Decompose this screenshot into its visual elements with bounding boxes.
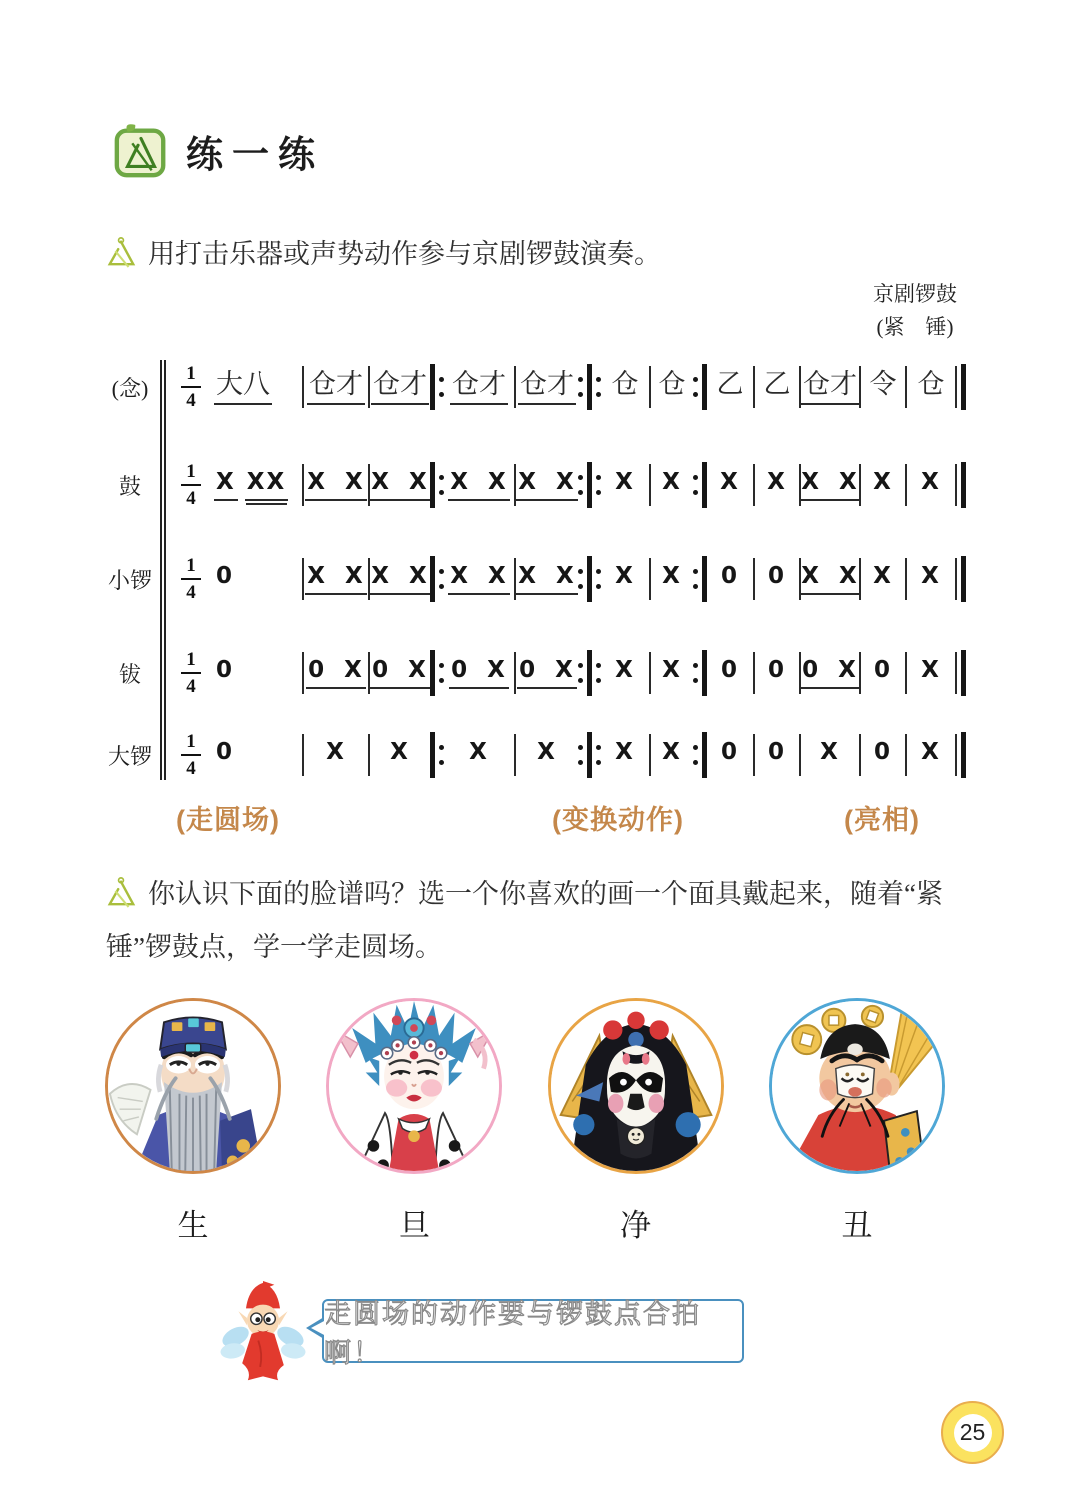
- note-group: X: [615, 739, 635, 766]
- repeat-dots: [578, 475, 583, 495]
- measure: [707, 369, 753, 405]
- note-group: 0 X: [449, 657, 509, 688]
- note-group: X: [662, 739, 682, 766]
- repeat-dots: [693, 475, 698, 495]
- measure: [755, 657, 799, 688]
- score-row-3: [100, 644, 1060, 702]
- note-group: X: [615, 469, 635, 496]
- repeat-dots: [693, 745, 698, 765]
- mask-label-jing: 净: [620, 1208, 652, 1243]
- barline-endbegin: [578, 650, 601, 696]
- note-group: 仓才: [450, 369, 508, 405]
- barline-endbegin: [578, 364, 601, 410]
- measure: [861, 657, 905, 688]
- repeat-dots: [578, 745, 583, 765]
- note-group: 令: [869, 368, 897, 399]
- measure: [516, 369, 578, 405]
- barline-endbegin: [578, 462, 601, 508]
- note-group: X: [615, 563, 635, 590]
- note-group: 0: [767, 739, 786, 766]
- sheng-mask-illustration: [108, 1001, 278, 1171]
- time-signature: $\frac{1}{4}$: [172, 364, 210, 410]
- gong-drum-score: [100, 358, 1060, 858]
- measure: [601, 563, 649, 594]
- note-group: X X: [305, 563, 366, 594]
- note-group: 仓才: [518, 369, 576, 405]
- note-group: X: [469, 739, 489, 766]
- instrument-label: 小锣: [107, 567, 152, 593]
- dan-portrait: [326, 998, 502, 1174]
- note-group: 0: [720, 739, 739, 766]
- measure: [801, 739, 859, 770]
- measure: [755, 563, 799, 594]
- barline-final: [955, 732, 966, 778]
- mask-label-dan: 旦: [398, 1208, 430, 1243]
- face-mask-gallery: [102, 998, 948, 1245]
- note-group: 0: [720, 563, 739, 590]
- note-group: 0: [216, 563, 235, 590]
- score-rows: [100, 358, 1060, 784]
- measure: [370, 369, 430, 405]
- measure: [210, 563, 302, 594]
- time-signature: $\frac{1}{4}$: [172, 732, 210, 778]
- measure: [801, 469, 859, 500]
- measure: [601, 469, 649, 500]
- instruction-1-text: 用打击乐器或声势动作参与京剧锣鼓演奏。: [148, 239, 661, 269]
- note-group: X: [390, 739, 410, 766]
- score-row-4: [100, 726, 1060, 784]
- instruction-2-text: 你认识下面的脸谱吗？选一个你喜欢的画一个面具戴起来，随着“紧锤”锣鼓点，学一学走圆场。: [106, 879, 943, 962]
- instruction-1: [106, 228, 986, 281]
- measure: [444, 469, 514, 500]
- mask-sheng: [102, 998, 284, 1245]
- barline-begin: [430, 650, 444, 696]
- measure: [210, 469, 302, 500]
- dan-mask-illustration: [329, 1001, 499, 1171]
- measure: [907, 739, 955, 770]
- triangle-instrument-icon: [112, 122, 170, 180]
- measure: [210, 369, 302, 405]
- mask-dan: [323, 998, 505, 1245]
- note-group: 0 X: [306, 657, 366, 688]
- measure: [651, 369, 693, 405]
- barline-final: [955, 650, 966, 696]
- note-group: 0: [767, 657, 786, 684]
- note-group: 仓: [611, 368, 639, 399]
- system-barline: [160, 360, 166, 780]
- measure: [304, 469, 368, 500]
- measure: [651, 657, 693, 688]
- measure: [516, 469, 578, 500]
- note-group: 仓才: [371, 369, 429, 405]
- measure: [801, 369, 859, 405]
- measure: [755, 469, 799, 500]
- instruction-2: [106, 868, 998, 973]
- measure: [707, 657, 753, 688]
- instrument-label: 钹: [118, 661, 141, 687]
- score-title: 京剧锣鼓: [873, 282, 957, 306]
- barline-final: [955, 556, 966, 602]
- note-group: 0: [720, 657, 739, 684]
- measure: [516, 563, 578, 594]
- measure: [801, 657, 859, 688]
- note-group: X: [214, 469, 238, 500]
- time-signature: $\frac{1}{4}$: [172, 556, 210, 602]
- note-group: X X: [799, 563, 860, 594]
- note-group: 0 X: [800, 657, 860, 688]
- mask-label-chou: 丑: [841, 1208, 873, 1243]
- repeat-dots: [693, 377, 698, 397]
- barline-end: [693, 650, 707, 696]
- note-group: X: [921, 563, 941, 590]
- note-group: X X: [516, 563, 577, 594]
- note-group: 仓: [917, 368, 945, 399]
- measure: [907, 469, 955, 500]
- measure: [304, 739, 368, 770]
- mask-chou: [766, 998, 948, 1245]
- measure: [651, 469, 693, 500]
- measure: [444, 369, 514, 405]
- note-group: X X: [799, 469, 860, 500]
- speech-bubble: [322, 1299, 744, 1368]
- note-group: X: [767, 469, 787, 496]
- measure: [861, 563, 905, 594]
- measure: [601, 369, 649, 405]
- note-group: 乙: [716, 368, 744, 399]
- measure: [601, 657, 649, 688]
- note-group: X: [662, 563, 682, 590]
- fairy-mascot-icon: [220, 1280, 306, 1384]
- measure: [516, 657, 578, 688]
- repeat-dots: [693, 569, 698, 589]
- barline-end: [693, 732, 707, 778]
- sheng-portrait: [105, 998, 281, 1174]
- measure: [707, 563, 753, 594]
- measure: [444, 657, 514, 688]
- chou-portrait: [769, 998, 945, 1174]
- note-group: X: [537, 739, 557, 766]
- measure: [861, 469, 905, 500]
- note-group: X: [820, 739, 840, 766]
- measure: [861, 369, 905, 405]
- measure: [370, 469, 430, 500]
- score-row-1: [100, 456, 1060, 514]
- note-group: X: [662, 469, 682, 496]
- measure: [707, 739, 753, 770]
- score-row-0: [100, 358, 1060, 416]
- measure: [210, 657, 302, 688]
- repeat-dots: [578, 569, 583, 589]
- section-label-change-moves: (变换动作): [552, 805, 684, 835]
- note-group: X X: [369, 563, 430, 594]
- speech-text: 走圆场的动作要与锣鼓点合拍啊！: [324, 1299, 701, 1368]
- barline-end: [693, 556, 707, 602]
- jing-mask-illustration: [551, 1001, 721, 1171]
- note-group: XX: [245, 469, 288, 500]
- measure: [444, 563, 514, 594]
- note-group: 0: [767, 563, 786, 590]
- instrument-label: (念): [111, 375, 149, 401]
- score-subtitle: (紧 锤): [876, 314, 954, 339]
- score-row-2: [100, 550, 1060, 608]
- note-group: 仓: [658, 368, 686, 399]
- measure: [601, 739, 649, 770]
- note-group: X X: [448, 563, 509, 594]
- triangle-bullet-icon: [106, 876, 136, 908]
- page-title: 练一练: [186, 134, 324, 175]
- note-group: X: [326, 739, 346, 766]
- note-group: 仓才: [801, 369, 859, 405]
- measure: [707, 469, 753, 500]
- barline-final: [955, 364, 966, 410]
- measure: [304, 657, 368, 688]
- note-group: X X: [448, 469, 509, 500]
- measure: [907, 369, 955, 405]
- measure: [907, 657, 955, 688]
- measure: [370, 657, 430, 688]
- barline-end: [693, 364, 707, 410]
- barline-begin: [430, 732, 444, 778]
- measure: [304, 369, 368, 405]
- time-signature: $\frac{1}{4}$: [172, 650, 210, 696]
- measure: [861, 739, 905, 770]
- measure: [370, 739, 430, 770]
- note-group: X: [615, 657, 635, 684]
- repeat-dots: [578, 377, 583, 397]
- measure: [516, 739, 578, 770]
- measure: [755, 369, 799, 405]
- triangle-bullet-icon: [106, 236, 136, 268]
- time-signature: $\frac{1}{4}$: [172, 462, 210, 508]
- note-group: X X: [516, 469, 577, 500]
- note-group: X X: [369, 469, 430, 500]
- barline-endbegin: [578, 732, 601, 778]
- note-group: 0 X: [517, 657, 577, 688]
- instrument-label: 大锣: [107, 743, 152, 769]
- measure: [210, 739, 302, 770]
- note-group: X: [921, 469, 941, 496]
- chou-mask-illustration: [772, 1001, 942, 1171]
- note-group: X: [662, 657, 682, 684]
- note-group: 0: [216, 657, 235, 684]
- jing-portrait: [548, 998, 724, 1174]
- measure: [907, 563, 955, 594]
- measure: [304, 563, 368, 594]
- mask-label-sheng: 生: [177, 1208, 209, 1243]
- barline-begin: [430, 364, 444, 410]
- section-label-pose: (亮相): [844, 805, 920, 835]
- note-group: 0 X: [370, 657, 430, 688]
- barline-endbegin: [578, 556, 601, 602]
- note-group: X: [921, 657, 941, 684]
- measure: [651, 739, 693, 770]
- note-group: X: [921, 739, 941, 766]
- note-group: X: [720, 469, 740, 496]
- mask-jing: [545, 998, 727, 1245]
- page-number: 25: [954, 1414, 992, 1452]
- section-header: [112, 122, 324, 180]
- note-group: X: [873, 563, 893, 590]
- measure: [444, 739, 514, 770]
- repeat-dots: [693, 663, 698, 683]
- instrument-label: 鼓: [118, 473, 141, 499]
- measure: [651, 563, 693, 594]
- page-number-badge: [941, 1401, 1004, 1464]
- note-group: 大八: [214, 369, 272, 405]
- score-heading: [873, 278, 957, 343]
- section-label-walk-circle: (走圆场): [176, 805, 280, 835]
- note-group: X X: [305, 469, 366, 500]
- note-group: 仓才: [307, 369, 365, 405]
- note-group: 0: [873, 739, 892, 766]
- measure: [370, 563, 430, 594]
- barline-end: [693, 462, 707, 508]
- measure: [801, 563, 859, 594]
- note-group: X: [873, 469, 893, 496]
- repeat-dots: [578, 663, 583, 683]
- measure: [755, 739, 799, 770]
- barline-begin: [430, 462, 444, 508]
- note-group: 0: [873, 657, 892, 684]
- note-group: 0: [216, 739, 235, 766]
- note-group: 乙: [763, 368, 791, 399]
- barline-final: [955, 462, 966, 508]
- barline-begin: [430, 556, 444, 602]
